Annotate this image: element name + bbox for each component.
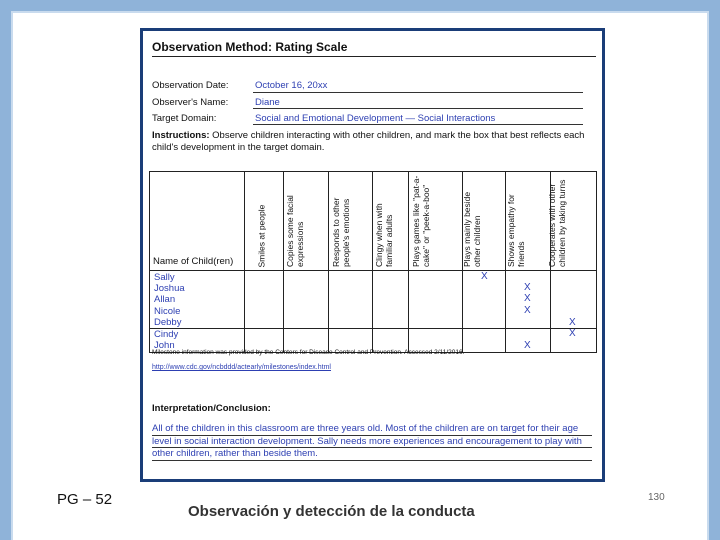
title-rule (152, 56, 596, 57)
instructions (152, 130, 592, 154)
grid-divider (408, 172, 409, 352)
rating-mark: X (569, 328, 576, 339)
rating-grid (149, 171, 597, 353)
grid-divider (328, 172, 329, 352)
grid-divider (505, 172, 506, 352)
rating-mark: X (524, 305, 531, 316)
child-name: Joshua (154, 283, 185, 294)
interpretation-rule (152, 447, 592, 448)
name-column-header: Name of Child(ren) (153, 256, 234, 267)
rating-mark: X (524, 282, 531, 293)
milestone-note: Milestone information was provided by the Centers for Disease Control and Prevention. Accessed 2/11/2016. (152, 349, 465, 356)
observer-name-value: Diane (255, 97, 280, 108)
grid-divider (550, 172, 551, 352)
interpretation-label: Interpretation/Conclusion: (152, 403, 271, 414)
grid-row-divider (150, 328, 596, 329)
interpretation-rule (152, 460, 592, 461)
rating-scale-sheet (140, 28, 605, 482)
column-header-smiles: Smiles at people (256, 204, 267, 267)
target-domain-line (253, 124, 583, 125)
column-header-copies-expressions: Copies some facial expressions (285, 195, 305, 267)
child-name: Cindy (154, 329, 179, 340)
grid-divider (244, 172, 245, 352)
grid-divider (462, 172, 463, 352)
target-domain-value: Social and Emotional Development — Social Interactions (255, 113, 496, 124)
grid-divider (283, 172, 284, 352)
rating-mark: X (569, 317, 576, 328)
observer-name-label: Observer's Name: (152, 97, 229, 108)
cdc-milestones-link[interactable]: http://www.cdc.gov/ncbddd/actearly/milestones/index.html (152, 364, 331, 371)
slide-number: 130 (648, 492, 665, 503)
child-name: Allan (154, 294, 176, 305)
column-header-empathy: Shows empathy for friends (506, 194, 526, 267)
interpretation-rule (152, 435, 592, 436)
column-header-plays-games: Plays games like "pat-a-cake" or "peek-a-boo" (411, 175, 431, 267)
column-header-plays-beside: Plays mainly beside other children (462, 191, 482, 267)
sheet-title: Observation Method: Rating Scale (152, 40, 348, 54)
child-name: John (154, 340, 175, 351)
footer-title: Observación y detección de la conducta (188, 503, 475, 520)
column-header-responds-emotions: Responds to other people's emotions (331, 197, 351, 267)
child-name: Nicole (154, 306, 181, 317)
observation-date-line (253, 92, 583, 93)
footer-page-code: PG – 52 (57, 491, 113, 508)
interpretation-text: All of the children in this classroom are three years old. Most of the children are on target for their age level in social interaction development. Sally needs more experiences and encouragement to play with other children, rather than beside them. (152, 423, 582, 459)
column-header-clingy: Clingy when with familiar adults (374, 203, 394, 267)
grid-header (150, 172, 596, 271)
instructions-text: Observe children interacting with other children, and mark the box that best reflects each child's development in the target domain. (152, 130, 585, 153)
rating-mark: X (524, 293, 531, 304)
rating-mark: X (524, 340, 531, 351)
child-name: Debby (154, 317, 182, 328)
target-domain-label: Target Domain: (152, 113, 217, 124)
observer-name-line (253, 108, 583, 109)
child-name: Sally (154, 272, 175, 283)
instructions-label: Instructions: (152, 130, 210, 141)
rating-mark: X (481, 271, 488, 282)
column-header-cooperates: Cooperates with other children by taking turns (547, 179, 567, 267)
observation-date-label: Observation Date: (152, 80, 229, 91)
observation-date-value: October 16, 20xx (255, 80, 328, 91)
grid-divider (372, 172, 373, 352)
